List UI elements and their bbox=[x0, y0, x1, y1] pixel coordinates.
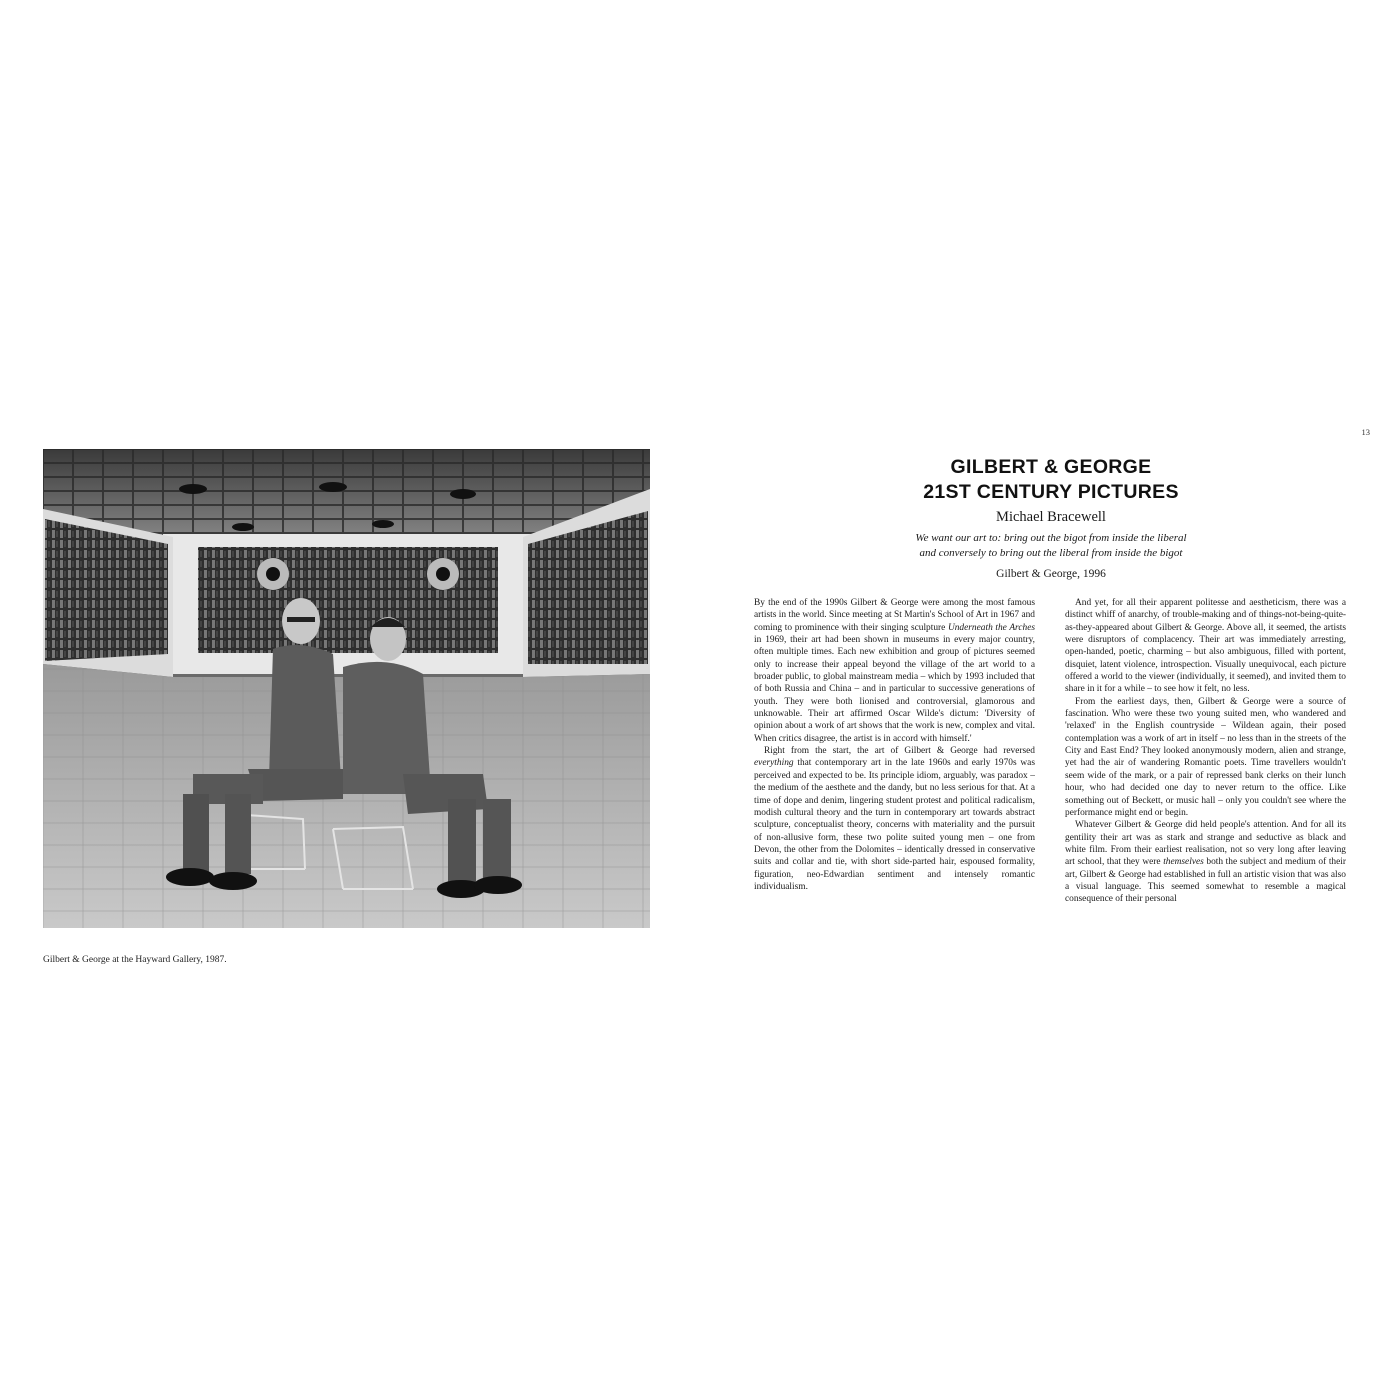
italic-word: themselves bbox=[1163, 857, 1204, 868]
text-run: that contemporary art in the late 1960s and early 1970s was perceived and expected to be. Its principle idiom, arguably, was paradox – the medium of the aesthete and the dandy, but no less serious for that. At a time of dope and denim, lingering student protest and political radicalism, modish cultural theory and the turn in contemporary art towards abstract sculpture, conceptualist theory, concerns with materiality and the pursuit of non-allusive form, these two polite suited young men – one from Devon, the other from the Dolomites – identically dressed in conservative suits and collar and tie, with short side-parted hair, espoused formality, figuration, neo-Edwardian sentiment and intensely romantic individualism. bbox=[754, 758, 1035, 892]
text-column-left bbox=[754, 597, 1035, 893]
text-run: Whatever Gilbert & George did held people's attention. And for all its gentility their art was as stark and strange and seductive as black and white film. From their earliest realisation, not so very long after leaving art school, that they were bbox=[1065, 820, 1346, 868]
text-column-right bbox=[1065, 597, 1346, 906]
author-name: Michael Bracewell bbox=[996, 509, 1106, 525]
paragraph: From the earliest days, then, Gilbert & George were a source of fascination. Who were these two young suited men, who wandered and 'relaxed' in the English countryside – Wildean again, their posed contemplation was a work of art in itself – no less than in the streets of the City and East End? They looked anonymously modern, alien and strange, yet had the air of wandering Romantic poets. Time travellers wouldn't seem wide of the mark, or a pair of repressed bank clerks on their lunch hour, who had decided one day to never return to the office. Like something out of Beckett, or music hall – only you couldn't see where the performance might end or begin. bbox=[1065, 696, 1346, 818]
epigraph-line-1: We want our art to: bring out the bigot from inside the liberal bbox=[915, 532, 1187, 544]
photo-caption: Gilbert & George at the Hayward Gallery, 1987. bbox=[43, 955, 227, 965]
text-run: Right from the start, the art of Gilbert & George had reversed bbox=[764, 746, 1035, 757]
paragraph bbox=[754, 745, 1035, 893]
epigraph bbox=[744, 531, 1358, 561]
photo-illustration bbox=[43, 449, 650, 928]
epigraph-attribution: Gilbert & George, 1996 bbox=[996, 568, 1106, 580]
paragraph: And yet, for all their apparent politesse and aestheticism, there was a distinct whiff of anarchy, of trouble-making and of things-not-being-quite-as-they-appeared about Gilbert & George. Above all, it seemed, the artists were disruptors of complacency. Their art was immediately arresting, open-handed, poetic, charming – but also ambiguous, filled with portent, disquiet, latent violence, introspection. Visually unequivocal, each picture offered a world to the viewer (individually, it seemed), and invited them to share in it for a while – to see how it felt, no less. bbox=[1065, 598, 1346, 695]
paragraph bbox=[754, 597, 1035, 745]
italic-title: Underneath the Arches bbox=[947, 622, 1035, 633]
text-run: in 1969, their art had been shown in museums in every major country, often multiple times. Each new exhibition and group of pictures seemed only to increase their appeal beyond the village of the art world to a broader public, to global mainstream media – which by 1993 included that of both Russia and China – and in particular to successive generations of youth. They were both lionised and controversial, glamorous and unknowable. Their art affirmed Oscar Wilde's dictum: 'Diversity of opinion about a work of art shows that the work is new, complex and vital. When critics disagree, the artist is in accord with himself.' bbox=[754, 635, 1035, 744]
title-line-2: 21ST CENTURY PICTURES bbox=[923, 481, 1179, 503]
text-run: By the end of the 1990s Gilbert & George were among the most famous artists in the world. Since meeting at St Martin's School of Art in 1967 and coming to prominence with their singing sculpture bbox=[754, 598, 1035, 633]
epigraph-line-2: and conversely to bring out the liberal from inside the bigot bbox=[919, 547, 1183, 559]
title-line-1: GILBERT & GEORGE bbox=[950, 456, 1152, 478]
article-heading bbox=[744, 455, 1358, 527]
paragraph bbox=[1065, 819, 1346, 905]
text-run: both the subject and medium of their art, Gilbert & George had established in full an artistic vision that was also a visual language. This seemed somewhat to resemble a magical consequence of their personal bbox=[1065, 857, 1346, 905]
italic-word: everything bbox=[754, 758, 794, 769]
page-number: 13 bbox=[1361, 427, 1370, 437]
gallery-photograph bbox=[43, 449, 650, 928]
